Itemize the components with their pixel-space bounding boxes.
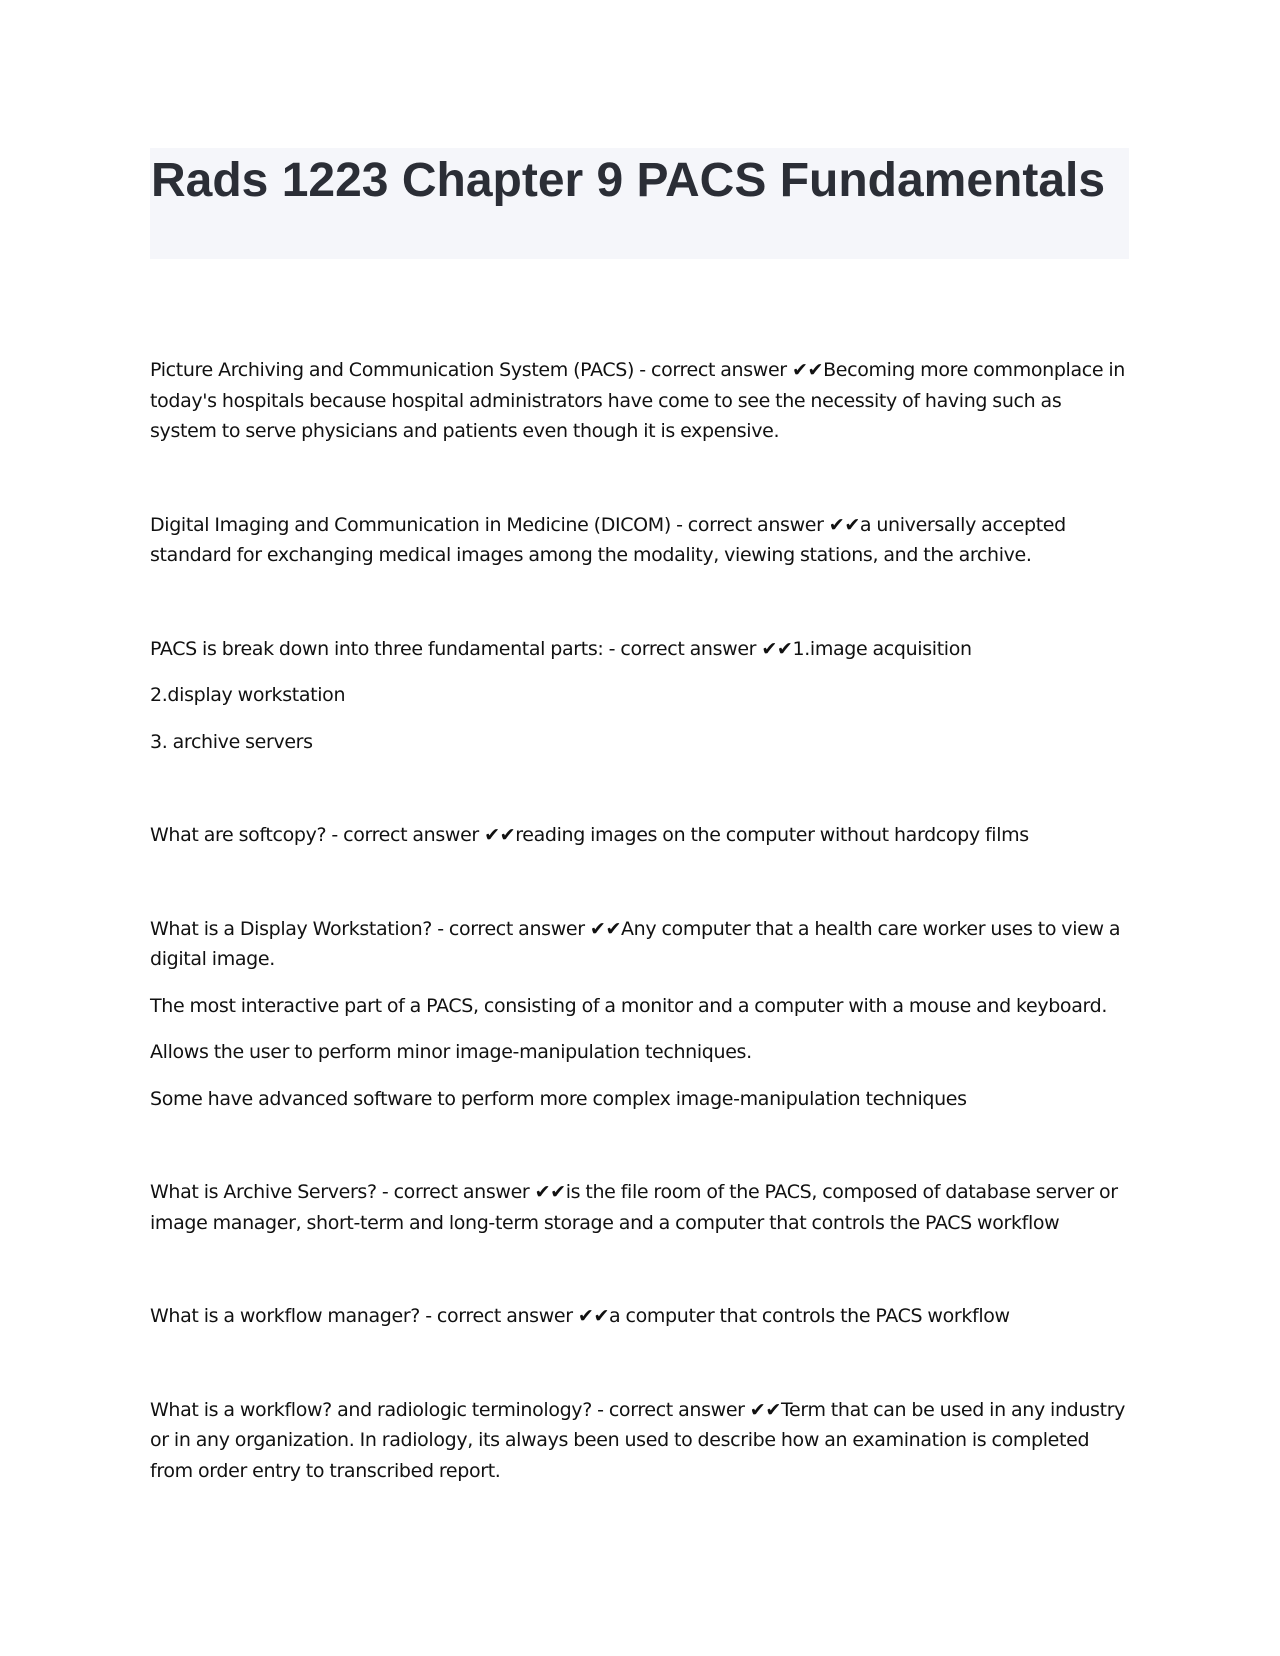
qa-paragraph: Some have advanced software to perform more complex image-manipulation techniques	[150, 1087, 967, 1110]
qa-entry-pacs	[150, 355, 1129, 447]
qa-paragraph: Picture Archiving and Communication System (PACS) - correct answer ✔✔Becoming more commonplace in today's hospitals because hospital administrators have come to see the necessity of having such as system to serve physicians and patients even though it is expensive.	[150, 359, 1126, 442]
qa-paragraph: Allows the user to perform minor image-manipulation techniques.	[150, 1041, 752, 1063]
qa-paragraph: What is Archive Servers? - correct answer ✔✔is the file room of the PACS, composed of database server or image manager, short-term and long-term storage and a computer that controls the PACS workflow	[150, 1181, 1118, 1234]
document-title: Rads 1223 Chapter 9 PACS Fundamentals	[151, 154, 1106, 207]
qa-paragraph: 3. archive servers	[150, 730, 313, 753]
qa-entry-dicom	[150, 510, 1129, 571]
qa-entry-workflow	[150, 1395, 1129, 1487]
qa-paragraph: PACS is break down into three fundamental parts: - correct answer ✔✔1.image acquisition	[150, 637, 972, 660]
qa-entry-archive-servers	[150, 1177, 1129, 1238]
qa-paragraph: What are softcopy? - correct answer ✔✔reading images on the computer without hardcopy films	[150, 824, 1029, 846]
qa-paragraph: What is a Display Workstation? - correct answer ✔✔Any computer that a health care worker uses to view a digital image.	[150, 917, 1121, 970]
qa-entry-pacs-parts	[150, 634, 1129, 758]
qa-entry-workflow-manager	[150, 1301, 1129, 1332]
qa-paragraph: The most interactive part of a PACS, consisting of a monitor and a computer with a mouse and keyboard.	[150, 994, 1108, 1017]
qa-entry-display-workstation	[150, 914, 1129, 1115]
qa-paragraph: What is a workflow? and radiologic terminology? - correct answer ✔✔Term that can be used in any industry or in any organization. In radiology, its always been used to describe how an examination is completed from order entry to transcribed report.	[150, 1398, 1126, 1482]
qa-paragraph: What is a workflow manager? - correct answer ✔✔a computer that controls the PACS workflow	[150, 1305, 1010, 1327]
document-page	[150, 148, 1129, 1486]
title-banner	[150, 148, 1129, 259]
qa-list	[150, 355, 1129, 1486]
qa-entry-softcopy	[150, 820, 1129, 851]
qa-paragraph: 2.display workstation	[150, 684, 346, 706]
qa-paragraph: Digital Imaging and Communication in Medicine (DICOM) - correct answer ✔✔a universally accepted standard for exchanging medical images among the modality, viewing stations, and the archive.	[150, 513, 1066, 566]
